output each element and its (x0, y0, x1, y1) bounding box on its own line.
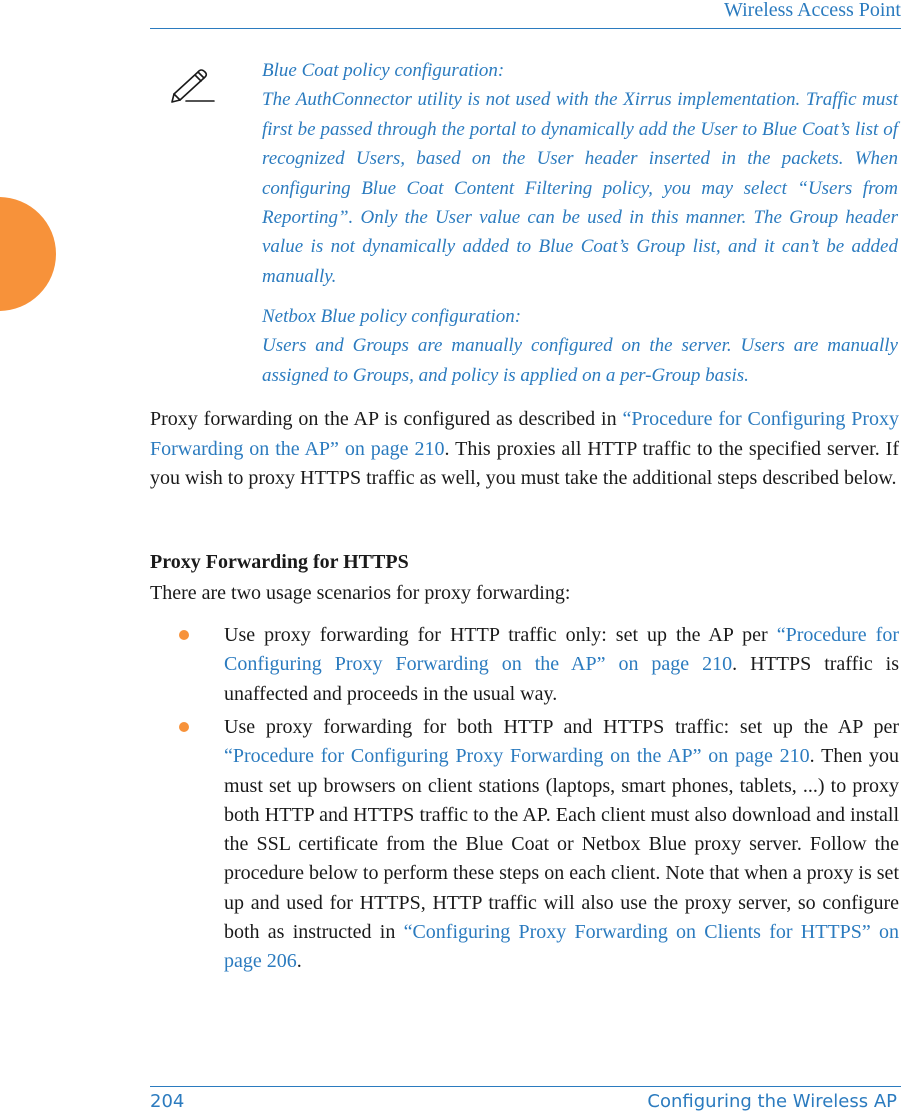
header-title: Wireless Access Point (724, 0, 901, 21)
note-bluecoat-title: Blue Coat policy configuration: (262, 60, 505, 81)
bullet-2-text-after: . (296, 950, 302, 973)
bullet-1-text-before: Use proxy forwarding for HTTP traffic only: set up the AP per (224, 624, 777, 646)
intro-procedure-link[interactable]: “Procedure for Configuring Proxy Forwarding on the AP” on page 210 (150, 408, 899, 460)
bullet-1-text-after: . HTTPS traffic is unaffected and proceeds in the usual way. (224, 653, 900, 705)
note-netbox-title: Netbox Blue policy configuration: (262, 306, 522, 327)
note-bluecoat (262, 56, 898, 291)
page-number: 204 (150, 1091, 185, 1112)
note-netbox-body: Users and Groups are manually configured on the server. Users are manually assigned to Groups, and policy is applied on a per-Group basis. (262, 335, 898, 386)
chapter-tab-marker (0, 197, 56, 311)
section-intro-text: There are two usage scenarios for proxy forwarding: (150, 582, 571, 604)
pencil-note-icon (168, 64, 218, 104)
section-intro (150, 579, 899, 609)
bullet-1-procedure-link[interactable]: “Procedure for Configuring Proxy Forwarding on the AP” on page 210 (224, 624, 899, 676)
bullet-2-clients-https-link[interactable]: “Configuring Proxy Forwarding on Clients for HTTPS” on page 206 (224, 921, 899, 973)
note-bluecoat-body: The AuthConnector utility is not used with the Xirrus implementation. Traffic must first be passed through the portal to dynamically add the User to Blue Coat’s list of recognized Users, based on the User header inserted in the packets. When configuring Blue Coat Content Filtering policy, you may select “Users from Reporting”. Only the User value can be used in this manner. The Group header value is not dynamically added to Blue Coat’s Group list, and it can’t be added manually. (262, 89, 898, 287)
bullet-http-only (224, 621, 899, 709)
intro-paragraph (150, 405, 899, 494)
intro-text-before: Proxy forwarding on the AP is configured as described in (150, 408, 623, 430)
footer-section-title: Configuring the Wireless AP (647, 1091, 897, 1112)
note-netbox (262, 302, 898, 390)
section-heading: Proxy Forwarding for HTTPS (150, 551, 409, 573)
bullet-2-text-middle: . Then you must set up browsers on client stations (laptops, smart phones, tablets, ...) to proxy both HTTP and HTTPS traffic to the AP. Each client must also download and install the SSL certificate from the Blue Coat or Netbox Blue proxy server. Follow the procedure below to perform these steps on each client. Note that when a proxy is set up and used for HTTPS, HTTP traffic will also use the proxy server, so configure both as instructed in (224, 745, 900, 944)
intro-text-after: . This proxies all HTTP traffic to the specified server. If you wish to proxy HTTPS traffic as well, you must take the additional steps described below. (150, 437, 899, 489)
page-header (150, 0, 901, 29)
bullet-2-procedure-link[interactable]: “Procedure for Configuring Proxy Forwarding on the AP” on page 210 (224, 745, 810, 768)
footer-rule (150, 1086, 901, 1087)
bullet-http-and-https (224, 713, 899, 977)
bullet-marker (179, 722, 189, 732)
bullet-marker (179, 630, 189, 640)
bullet-2-text-before: Use proxy forwarding for both HTTP and HTTPS traffic: set up the AP per (224, 716, 899, 738)
